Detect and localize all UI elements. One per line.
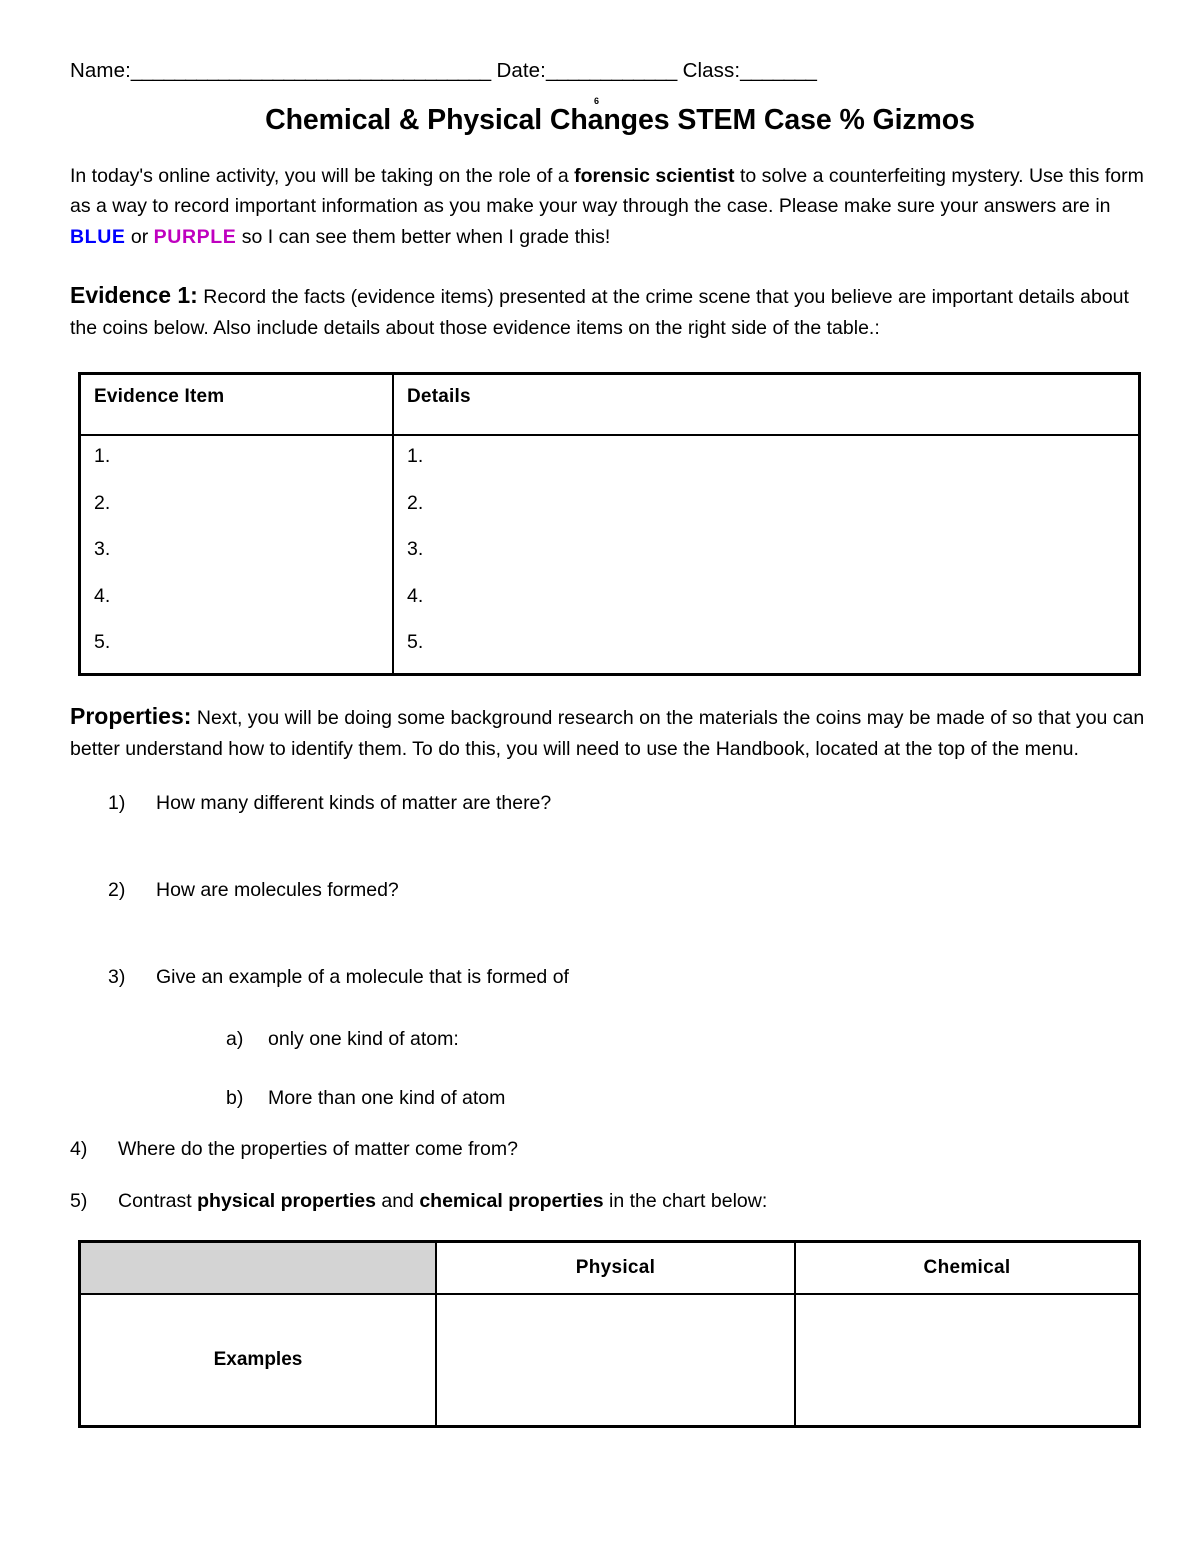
physical-examples-cell[interactable] <box>436 1294 795 1427</box>
document-content <box>70 58 1150 1428</box>
question-3-subquestions <box>156 1027 1150 1112</box>
question-2 <box>108 878 1150 903</box>
details-column-header: Details <box>393 374 1140 436</box>
question-3a <box>226 1027 1150 1052</box>
list-item: 1. <box>94 445 111 468</box>
date-blank[interactable]: ____________ <box>545 59 677 82</box>
compare-table-header-row <box>80 1242 1140 1295</box>
question-4-text: Where do the properties of matter come from? <box>118 1138 518 1161</box>
list-item: 2. <box>94 491 111 514</box>
list-item: 3. <box>407 538 424 561</box>
details-number-list <box>407 447 1138 653</box>
stray-mark: 6 <box>594 96 600 106</box>
date-label: Date: <box>496 59 546 82</box>
intro-text-2: to solve a counterfeiting mystery. Use this form as a way to record important information as you make your way through the case. Please make sure your answers are in <box>70 164 1144 218</box>
compare-table-corner-cell <box>80 1242 437 1295</box>
question-3-text: Give an example of a molecule that is formed of <box>156 966 569 989</box>
intro-text-3: so I can see them better when I grade this! <box>236 226 611 249</box>
list-item: 5. <box>407 631 424 654</box>
evidence-table-header-row <box>80 374 1140 436</box>
question-3b <box>226 1086 1150 1111</box>
chemical-column-header: Chemical <box>795 1242 1140 1295</box>
student-info-line <box>70 58 1150 106</box>
physical-properties-term: physical properties <box>197 1189 376 1212</box>
evidence-table-body-row <box>80 435 1140 674</box>
question-3 <box>108 965 1150 1111</box>
question-5-prefix: Contrast <box>118 1189 198 1212</box>
chemical-properties-term: chemical properties <box>419 1189 604 1212</box>
details-cell[interactable] <box>393 435 1140 674</box>
list-item: 3. <box>94 538 111 561</box>
properties-compare-table <box>78 1240 1141 1428</box>
question-5-marker: 5) <box>70 1189 88 1212</box>
question-5-middle: and <box>375 1189 420 1212</box>
properties-heading: Properties: <box>70 702 192 729</box>
evidence-table <box>78 372 1141 676</box>
properties-instruction-text: Next, you will be doing some background research on the materials the coins may be made of so that you can better understand how to identify them. To do this, you will need to use the Handbook, located at the top of the menu. <box>70 706 1145 760</box>
list-item: 5. <box>94 631 111 654</box>
question-3a-marker: a) <box>226 1027 244 1050</box>
question-3b-marker: b) <box>226 1087 244 1110</box>
question-3a-text: only one kind of atom: <box>268 1027 459 1050</box>
properties-instructions <box>70 698 1150 765</box>
question-1 <box>108 791 1150 816</box>
class-blank[interactable]: _______ <box>740 59 817 82</box>
page-title: Chemical & Physical Changes STEM Case % Gizmos <box>265 103 975 136</box>
intro-paragraph <box>70 161 1150 253</box>
question-4-marker: 4) <box>70 1138 88 1161</box>
chemical-examples-cell[interactable] <box>795 1294 1140 1427</box>
question-2-marker: 2) <box>108 879 126 902</box>
intro-bold-role: forensic scientist <box>574 164 735 187</box>
intro-conjunction: or <box>125 226 154 249</box>
question-5-suffix: in the chart below: <box>603 1189 768 1212</box>
question-5 <box>70 1189 1150 1214</box>
evidence-instruction-text: Record the facts (evidence items) presented at the crime scene that you believe are important details about the coins below. Also include details about those evidence items on the right side of the table.: <box>70 286 1129 340</box>
question-3b-text: More than one kind of atom <box>268 1087 506 1110</box>
list-item: 2. <box>407 491 424 514</box>
examples-row-label: Examples <box>80 1294 437 1427</box>
evidence-item-column-header: Evidence Item <box>80 374 394 436</box>
purple-keyword: PURPLE <box>153 226 237 249</box>
intro-text-1: In today's online activity, you will be taking on the role of a <box>70 164 575 187</box>
evidence-item-cell[interactable] <box>80 435 394 674</box>
list-item: 1. <box>407 445 424 468</box>
question-2-text: How are molecules formed? <box>156 879 399 902</box>
name-blank[interactable]: _________________________________ <box>130 59 491 82</box>
name-label: Name: <box>70 59 131 82</box>
list-item: 4. <box>407 584 424 607</box>
class-label: Class: <box>682 59 741 82</box>
question-1-text: How many different kinds of matter are there? <box>156 791 552 814</box>
physical-column-header: Physical <box>436 1242 795 1295</box>
evidence-heading: Evidence 1: <box>70 282 198 309</box>
properties-question-list <box>70 791 1150 1214</box>
evidence-instructions <box>70 277 1150 344</box>
list-item: 4. <box>94 584 111 607</box>
question-3-marker: 3) <box>108 966 126 989</box>
blue-keyword: BLUE <box>70 226 126 249</box>
question-1-marker: 1) <box>108 791 126 814</box>
evidence-item-number-list <box>94 447 392 653</box>
question-4 <box>70 1137 1150 1162</box>
compare-table-body-row <box>80 1294 1140 1427</box>
